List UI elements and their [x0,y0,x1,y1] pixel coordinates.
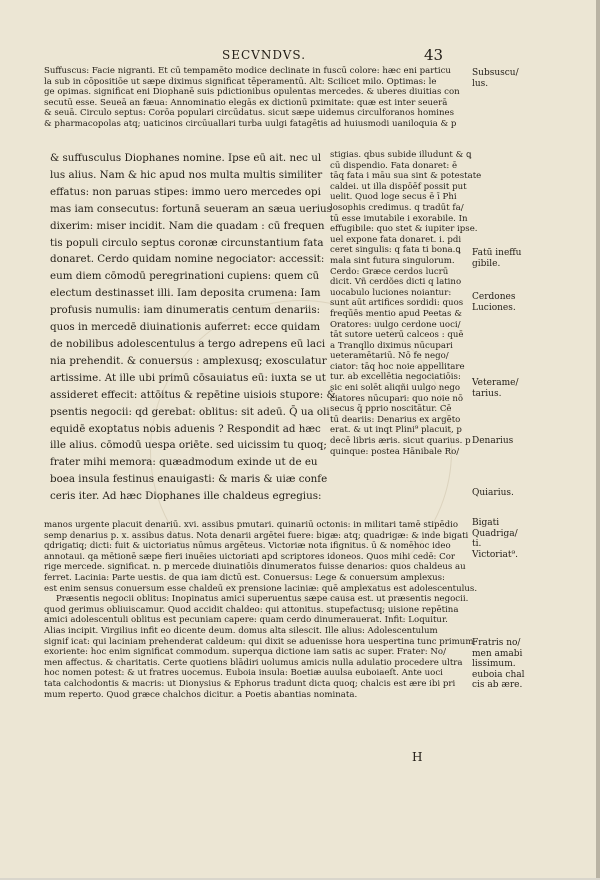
margin-note-line: Veterame/ [472,378,519,388]
commentary-line: quinque: postea Hānibale Ro/ [330,446,460,457]
commentary-line: decē libris æris. sicut quarius. p [330,436,471,447]
commentary-line: caldei. ut illa dispōēf possit put [330,181,467,192]
commentary-line: mala sint futura singulorum. [330,255,455,266]
margin-note-line: euboia chal [472,669,525,680]
commentary-line: manos urgente placuit denariū. xvi. assibus pmutari. quinariū octonis: in militari tamē stipēdio [44,520,459,530]
main-text-line: ceris iter. Ad hæc Diophanes ille chaldeus egregius: [50,490,322,503]
margin-note-line: Fratris no/ [472,638,521,648]
commentary-line: uel expone fata donaret. i. pdi [330,234,462,245]
commentary-line: rige mercede. significat. n. p mercede diuinatiōis dinumeratos fuisse denarios: quos chaldeus au [44,562,466,573]
commentary-line: tata calchodontis & macris: ut Dionysius & Ephorus tradunt dicta quoq; chalcis est ære ibi pri [44,678,456,689]
commentary-line: men affectus. & charitatis. Certe quotiens blādiri uolumus amicis nulla adulatio procedere ultra [44,657,463,668]
signature-mark: H [412,750,423,764]
commentary-line: exoriente: hoc enim significat commodum. superqua dictione iam satis ac super. Frater: No/ [44,647,446,658]
commentary-line: secus q̄ pprio noscitātur. Cē [330,404,452,415]
commentary-line: mum reperto. Quod græce chalchos dicitur. a Poetis abantias nominata. [44,689,358,700]
main-text-line: psentis negocii: qd gerebat: oblitus: sit adeū. Q̄ ua oli [50,405,330,418]
commentary-line: est enim sensus conuersum esse chaldeū ex prensione laciniæ: quē amplexatus est adolescentulus. [44,583,478,594]
commentary-line: freqūēs mentio apud Peetas & [330,308,462,319]
margin-note-line: men amabi [472,648,523,659]
commentary-line: stigias. qbus subide illudunt & ꝗ [330,150,472,160]
commentary-top [44,66,464,130]
main-text-line: assideret effecit: attōitus & repētine uisiois stupore: & [50,388,336,401]
commentary-line: quod gerimus obliuiscamur. Quod accidit chaldeo: qui attonitus. stupefactusq; uisione repētina [44,604,459,615]
commentary-right-column [330,150,482,457]
commentary-line: amici adolescentuli oblitus est pecuniam capere: quam cerdo dinumerauerat. Infit: Loquitur. [44,615,448,626]
commentary-line: ferret. Lacinia: Parte uestis. de qua iam dictū est. Conuersus: Lege & conuersum amplexus: [44,572,445,583]
margin-note-line: Subsuscu/ [472,68,519,78]
margin-note [472,518,552,560]
main-text-line: equidē exoptatus nobis aduenis ? Respondit ad hæc [50,422,321,435]
commentary-line: tur. ab excellētia negociatiōis: [330,372,461,383]
commentary-line: semp denarius p. x. assibus datus. Nota denarii argētei fuere: bigæ: atq; quadrigæ: & inde bigati [44,530,469,541]
margin-note-line: Quiarius. [472,488,514,498]
margin-note-line: Victoriat⁹. [472,549,518,560]
margin-note [472,436,552,447]
main-text-line: de nobilibus adolescentulus a tergo adrepens eū laci [50,337,326,350]
commentary-line: a Tranqllo diximus nūcupari [330,340,453,351]
margin-note-line: Cerdones [472,292,516,302]
margin-note-line: cis ab ære. [472,680,523,690]
main-text-line: electum destinasset illi. Iam deposita crumena: Iam [50,287,321,300]
margin-note-line: Luciones. [472,302,516,313]
margin-note-line: lissimum. [472,659,516,669]
commentary-line: ge opimas. significat eni Diophanē suis pdictionibus opulentas mercedes. & uberes diuitias con [44,87,460,98]
commentary-line: secutū esse. Seueā an fæua: Annominatio elegās ex dictionū pximitate: quæ est inter seuerā [44,97,448,108]
margin-note [472,638,552,691]
margin-note-line: Bigati [472,518,500,528]
commentary-line: Cerdo: Græce cerdos lucrū [330,266,449,277]
commentary-line: ueteramētariū. Nō fe nego/ [330,351,449,362]
margin-note [472,488,552,499]
main-text-line: artissime. At ille ubi primū cōsauiatus eū: iuxta se ut [50,371,326,384]
margin-note [472,248,552,269]
commentary-line: Suffuscus: Facie nigranti. Et cū tempamēto modice declinate in fuscū colore: hæc eni particu [44,66,451,76]
commentary-line: tāt sutore ueterū calceos : quē [330,330,464,341]
margin-note [472,68,552,89]
main-text-line: dixerim: miser incidit. Nam die quadam : cū frequen [50,219,325,232]
main-text [50,150,336,505]
margin-note-line: gibile. [472,258,501,269]
main-text-line: eum diem cōmodū peregrinationi cupiens: quem cū [50,270,320,283]
margin-note-line: Fatū ineffu [472,248,522,258]
margin-note-line: tarius. [472,388,502,399]
commentary-line: ciator: tāq hoc noie appellitare [330,361,465,372]
commentary-line: uocabulo luciones noiantur: [330,287,452,298]
commentary-line: effugibile: quo stet & iupiter ipse. [330,224,478,235]
commentary-line: dicit. Vñ cerdões dicti q latino [330,277,462,288]
margin-note [472,378,552,399]
main-text-line: frater mihi memora: quæadmodum exinde ut de eu [50,456,318,469]
commentary-line: tū esse imutabile i exorabile. In [330,213,468,224]
commentary-line: Alias incipit. Virgilius infit eo dicente deum. domus alta silescit. Ille alius: Adolescentulum [44,625,438,636]
margin-note-line: ti. [472,539,482,549]
margin-note-line: Quadriga/ [472,528,518,539]
commentary-line: signif icat: qui laciniam prehenderat caldeum: qui dixit se aduenisse hora uespertina tunc primum [44,636,474,647]
folio-number: 43 [424,46,444,64]
commentary-line: annotaui. qa mētionē sæpe fieri inuēies uictoriati apd scriptores idoneos. Quos mihi cedē: Cor [44,551,456,562]
main-text-line: effatus: non paruas stipes: immo uero mercedes opi [50,185,321,198]
main-text-line: boea insula festinus enauigasti: & maris & uiæ confe [50,473,328,486]
main-text-line: nia prehendit. & conuersus : amplexusq; exosculatur [50,354,327,367]
main-text-line: ille alius. cōmodū uespa oriēte. sed uicissim tu quoq; [50,439,327,452]
main-text-line: profusis numulis: iam dinumeratis centum denariis: [50,304,321,317]
commentary-line: losophis credimus. q tradūt fa/ [330,202,464,213]
commentary-line: sunt aūt artifices sordidi: quos [330,298,464,309]
commentary-line: cū dispendio. Fata donaret: ē [330,160,458,171]
margin-note [472,292,552,313]
commentary-line: sic eni solēt aliqñi uulgo nego [330,383,461,394]
main-text-line: tis populi circulo septus coronæ circunstantium fata [50,236,324,249]
commentary-line: hoc nomen potest: & ut fratres uocemus. Euboia insula: Boetiæ auulsa euboiaeſt. Ante uoci [44,668,443,679]
commentary-line: Oratores: uulgo cerdone uoci/ [330,319,461,330]
margin-note-line: lus. [472,78,489,89]
commentary-line: tū deariis: Denarius ex argēto [330,414,461,425]
commentary-line: qdrigatiq; dicti: fuit & uictoriatus nūmus argēteus. Victoriæ nota ifignitus. ū & nomēhoc ideo [44,541,451,552]
commentary-line: tāq fata i māu sua sint & potestate [330,171,482,182]
commentary-line: & pharmacopolas atq; uaticinos circūuallari turba uulgi fatagētis ad huiusmodi uaniloquia & p [44,118,457,129]
commentary-line: Præsentis negocii oblitus: Inopinatus amici superuentus sæpe causa est. ut præsentis negocii. [56,594,469,605]
main-text-line: & suffusculus Diophanes nomine. Ipse eū ait. nec ul [50,152,322,164]
page-header [0,48,600,68]
commentary-line: la sub in cōpositiōe ut sæpe diximus significat tēperamentū. Alt: Scilicet milo. Optimas: le [44,76,437,87]
commentary-line: & seuā. Circulo septus: Corōa populari circūdatus. sicut sæpe uidemus circulforanos homines [44,108,455,119]
commentary-bottom [44,520,478,700]
main-text-line: lus alius. Nam & hic apud nos multa multis similiter [50,168,323,181]
main-text-line: mas iam consecutus: fortunā seueram an sæua uerius [50,202,332,215]
main-text-line: donaret. Cerdo quidam nomine negociator: accessit: [50,253,325,266]
commentary-line: erat. & ut inqt Plini⁹ placuit, p [330,425,462,436]
commentary-line: ciatores nūcupari: quo noie nō [330,393,464,404]
commentary-line: ceret singulis: q fata ti bona.ꝗ [330,245,461,256]
margin-note-line: Denarius [472,436,514,446]
commentary-line: uelit. Quod loge secus ē ī Phi [330,192,457,203]
main-text-line: quos in mercedē diuinationis auferret: ecce quidam [50,321,320,334]
running-title: SECVNDVS. [222,48,307,62]
